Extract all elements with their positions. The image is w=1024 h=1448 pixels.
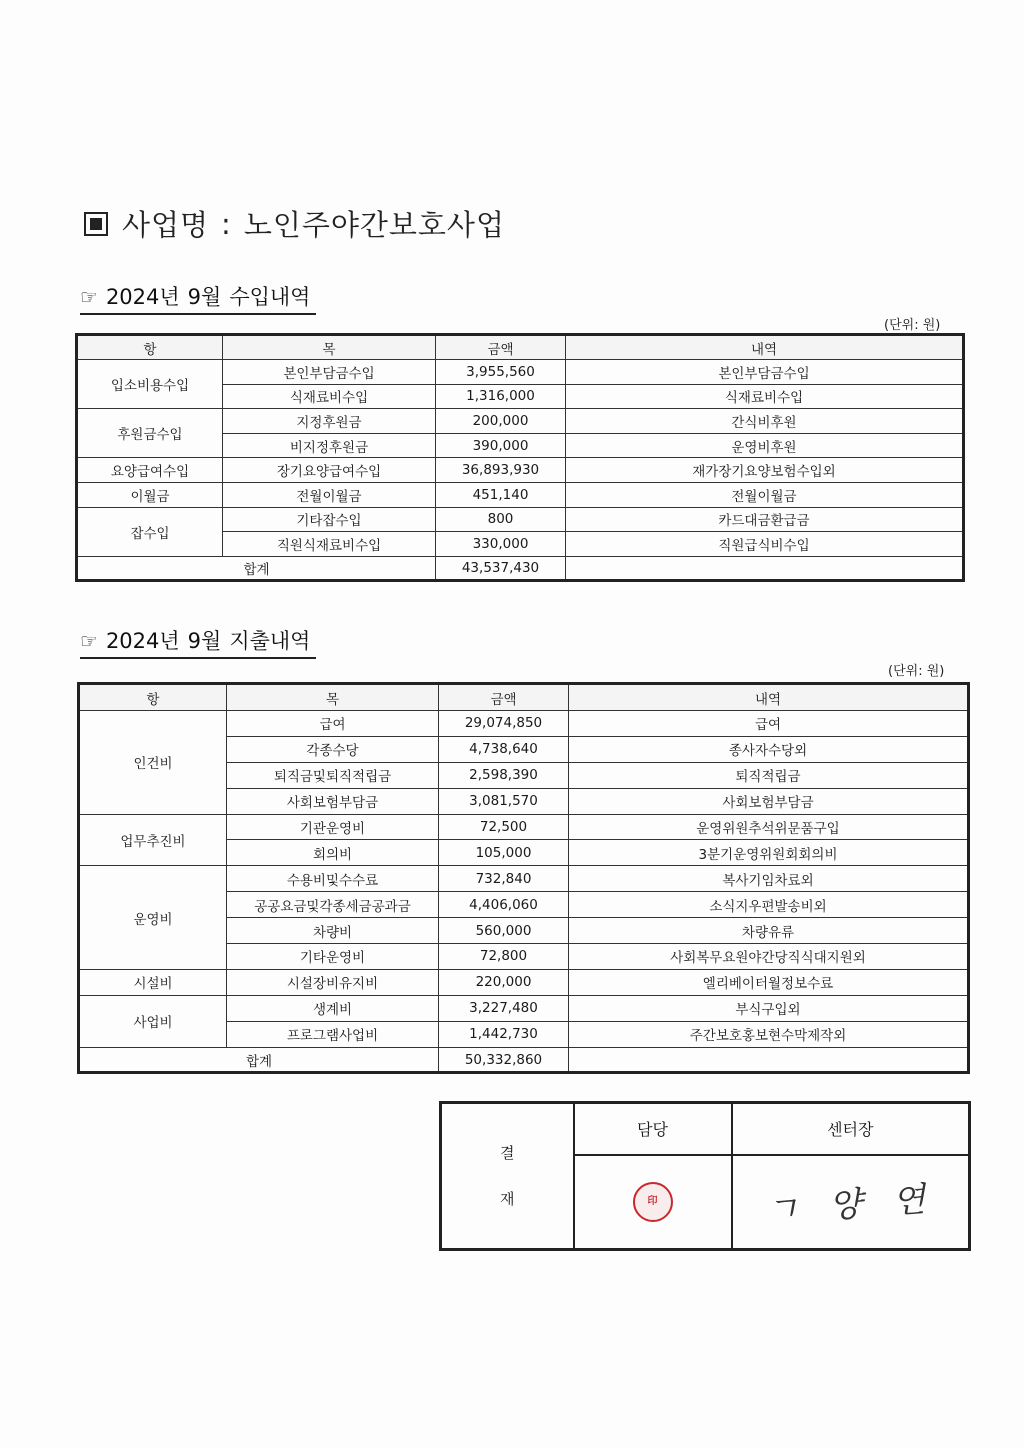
- amount-cell: 390,000: [436, 433, 566, 458]
- mok-cell: 기관운영비: [227, 814, 439, 840]
- approval-label-bottom: 재: [500, 1190, 515, 1208]
- amount-cell: 105,000: [439, 840, 569, 866]
- detail-cell: 3분기운영위원회회의비: [569, 840, 969, 866]
- detail-cell: 사회복무요원야간당직식대지원외: [569, 944, 969, 970]
- amount-cell: 4,738,640: [439, 736, 569, 762]
- amount-cell: 1,316,000: [436, 384, 566, 409]
- header-amount: 금액: [439, 684, 569, 711]
- detail-cell: 복사기임차료외: [569, 866, 969, 892]
- detail-cell: 퇴직적립금: [569, 762, 969, 788]
- table-row: [77, 409, 964, 434]
- detail-cell: 운영비후원: [566, 433, 964, 458]
- detail-cell: 식재료비수입: [566, 384, 964, 409]
- detail-cell: 종사자수당외: [569, 736, 969, 762]
- table-row: [79, 995, 969, 1021]
- header-detail: 내역: [569, 684, 969, 711]
- total-label: 합계: [77, 556, 436, 581]
- detail-cell: 주간보호홍보현수막제작외: [569, 1021, 969, 1047]
- header-mok: 목: [223, 335, 436, 360]
- approval-box: [439, 1101, 971, 1251]
- expense-year: 2024년: [105, 629, 180, 653]
- square-bullet-icon: [84, 212, 108, 236]
- mok-cell: 프로그램사업비: [227, 1021, 439, 1047]
- hang-cell: 운영비: [79, 866, 227, 970]
- pointing-hand-icon: ☞: [80, 285, 98, 309]
- mok-cell: 지정후원금: [223, 409, 436, 434]
- mok-cell: 수용비및수수료: [227, 866, 439, 892]
- mok-cell: 본인부담금수입: [223, 360, 436, 385]
- detail-cell: 사회보험부담금: [569, 788, 969, 814]
- amount-cell: 330,000: [436, 532, 566, 557]
- mok-cell: 각종수당: [227, 736, 439, 762]
- mok-cell: 급여: [227, 711, 439, 737]
- detail-cell: 부식구입외: [569, 995, 969, 1021]
- hang-cell: 이월금: [77, 482, 223, 507]
- title-separator: :: [221, 206, 232, 241]
- detail-cell: 카드대금환급금: [566, 507, 964, 532]
- table-row: [77, 507, 964, 532]
- detail-cell: 재가장기요양보험수입외: [566, 458, 964, 483]
- table-row: [77, 458, 964, 483]
- expense-table: [77, 682, 970, 1074]
- approval-label-cell: [441, 1103, 574, 1250]
- expense-label: 지출내역: [229, 629, 311, 653]
- mok-cell: 차량비: [227, 918, 439, 944]
- amount-cell: 200,000: [436, 409, 566, 434]
- mok-cell: 직원식재료비수입: [223, 532, 436, 557]
- hang-cell: 요양급여수입: [77, 458, 223, 483]
- expense-month: 9월: [187, 629, 222, 653]
- hang-cell: 입소비용수입: [77, 360, 223, 409]
- mok-cell: 장기요양급여수입: [223, 458, 436, 483]
- income-month: 9월: [187, 285, 222, 309]
- handwritten-signature: ㄱ 양 연: [764, 1179, 937, 1232]
- table-header-row: [77, 335, 964, 360]
- red-seal-stamp: 印: [633, 1182, 673, 1222]
- mok-cell: 기타잡수입: [223, 507, 436, 532]
- amount-cell: 72,800: [439, 944, 569, 970]
- detail-cell: 소식지우편발송비외: [569, 892, 969, 918]
- mok-cell: 기타운영비: [227, 944, 439, 970]
- total-label: 합계: [79, 1047, 439, 1073]
- income-year: 2024년: [105, 285, 180, 309]
- hang-cell: 업무추진비: [79, 814, 227, 866]
- title-prefix: 사업명: [122, 208, 210, 242]
- amount-cell: 732,840: [439, 866, 569, 892]
- detail-cell: 엘리베이터월정보수료: [569, 969, 969, 995]
- mok-cell: 전월이월금: [223, 482, 436, 507]
- amount-cell: 29,074,850: [439, 711, 569, 737]
- amount-cell: 800: [436, 507, 566, 532]
- expense-unit: (단위: 원): [888, 664, 945, 679]
- page-title: [84, 203, 505, 244]
- table-row: [77, 360, 964, 385]
- detail-cell: 직원급식비수입: [566, 532, 964, 557]
- header-mok: 목: [227, 684, 439, 711]
- header-hang: 항: [79, 684, 227, 711]
- total-detail-empty: [566, 556, 964, 581]
- header-detail: 내역: [566, 335, 964, 360]
- amount-cell: 451,140: [436, 482, 566, 507]
- table-row: [79, 711, 969, 737]
- table-row: [79, 866, 969, 892]
- approval-staff-seal-cell: [574, 1155, 732, 1250]
- income-heading: [80, 281, 316, 315]
- mok-cell: 사회보험부담금: [227, 788, 439, 814]
- amount-cell: 3,081,570: [439, 788, 569, 814]
- title-name: 노인주야간보호사업: [243, 208, 505, 242]
- amount-cell: 560,000: [439, 918, 569, 944]
- pointing-hand-icon: ☞: [80, 629, 98, 653]
- table-row: [77, 482, 964, 507]
- mok-cell: 비지정후원금: [223, 433, 436, 458]
- detail-cell: 본인부담금수입: [566, 360, 964, 385]
- income-unit: (단위: 원): [884, 318, 941, 333]
- hang-cell: 사업비: [79, 995, 227, 1047]
- header-hang: 항: [77, 335, 223, 360]
- hang-cell: 후원금수입: [77, 409, 223, 458]
- amount-cell: 72,500: [439, 814, 569, 840]
- expense-heading: [80, 625, 316, 659]
- total-amount: 50,332,860: [439, 1047, 569, 1073]
- mok-cell: 시설장비유지비: [227, 969, 439, 995]
- detail-cell: 급여: [569, 711, 969, 737]
- amount-cell: 2,598,390: [439, 762, 569, 788]
- detail-cell: 운영위원추석위문품구입: [569, 814, 969, 840]
- total-row: [79, 1047, 969, 1073]
- approval-col-staff: 담당: [574, 1103, 732, 1155]
- hang-cell: 시설비: [79, 969, 227, 995]
- amount-cell: 3,227,480: [439, 995, 569, 1021]
- mok-cell: 식재료비수입: [223, 384, 436, 409]
- amount-cell: 36,893,930: [436, 458, 566, 483]
- mok-cell: 생계비: [227, 995, 439, 1021]
- amount-cell: 3,955,560: [436, 360, 566, 385]
- income-table: [75, 333, 965, 582]
- detail-cell: 간식비후원: [566, 409, 964, 434]
- mok-cell: 공공요금및각종세금공과금: [227, 892, 439, 918]
- detail-cell: 차량유류: [569, 918, 969, 944]
- total-detail-empty: [569, 1047, 969, 1073]
- header-amount: 금액: [436, 335, 566, 360]
- approval-director-signature-cell: [732, 1155, 970, 1250]
- mok-cell: 퇴직금및퇴직적립금: [227, 762, 439, 788]
- table-row: [79, 969, 969, 995]
- detail-cell: 전월이월금: [566, 482, 964, 507]
- total-row: [77, 556, 964, 581]
- amount-cell: 1,442,730: [439, 1021, 569, 1047]
- mok-cell: 회의비: [227, 840, 439, 866]
- approval-col-director: 센터장: [732, 1103, 970, 1155]
- amount-cell: 220,000: [439, 969, 569, 995]
- hang-cell: 잡수입: [77, 507, 223, 556]
- table-row: [79, 814, 969, 840]
- income-label: 수입내역: [229, 285, 311, 309]
- table-header-row: [79, 684, 969, 711]
- approval-label-top: 결: [500, 1144, 515, 1162]
- amount-cell: 4,406,060: [439, 892, 569, 918]
- total-amount: 43,537,430: [436, 556, 566, 581]
- hang-cell: 인건비: [79, 711, 227, 815]
